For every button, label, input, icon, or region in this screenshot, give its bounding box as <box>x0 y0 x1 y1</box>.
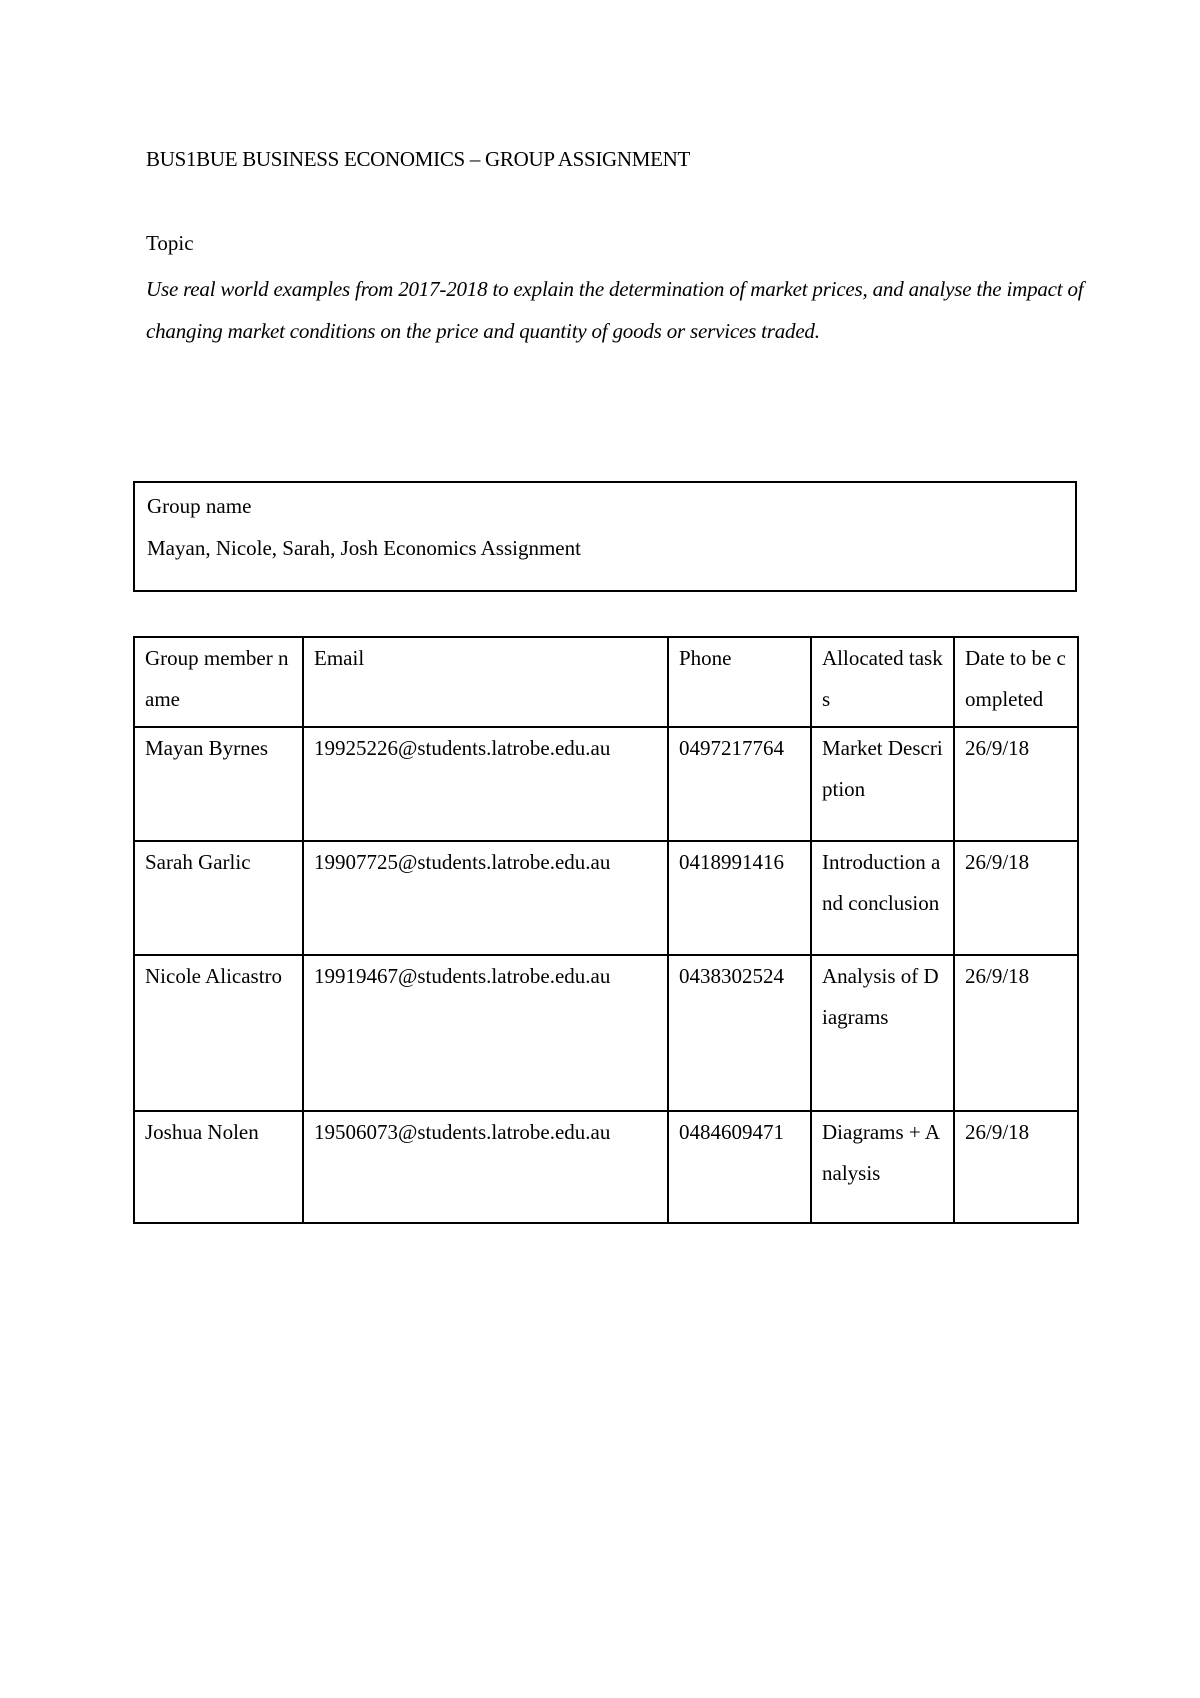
member-date-cell: 26/9/18 <box>954 955 1078 1111</box>
member-task-cell: Analysis of Diagrams <box>811 955 954 1111</box>
member-email-cell: 19925226@students.latrobe.edu.au <box>303 727 668 841</box>
member-email-cell: 19506073@students.latrobe.edu.au <box>303 1111 668 1223</box>
group-name-label: Group name <box>147 494 252 518</box>
member-name-cell: Nicole Alicastro <box>134 955 303 1111</box>
table-row <box>134 727 1078 841</box>
member-name-cell: Mayan Byrnes <box>134 727 303 841</box>
member-phone-cell: 0484609471 <box>668 1111 811 1223</box>
topic-label: Topic <box>146 231 194 255</box>
table-row <box>134 841 1078 955</box>
table-row <box>134 955 1078 1111</box>
member-task-cell: Diagrams + Analysis <box>811 1111 954 1223</box>
member-phone-cell: 0418991416 <box>668 841 811 955</box>
group-members-table <box>133 636 1079 1224</box>
member-email-cell: 19919467@students.latrobe.edu.au <box>303 955 668 1111</box>
header-cell-name: Group member name <box>134 637 303 727</box>
group-name-box <box>133 481 1077 592</box>
header-cell-email: Email <box>303 637 668 727</box>
member-task-cell: Market Description <box>811 727 954 841</box>
member-name-cell: Joshua Nolen <box>134 1111 303 1223</box>
header-cell-phone: Phone <box>668 637 811 727</box>
member-name-cell: Sarah Garlic <box>134 841 303 955</box>
document-heading: BUS1BUE BUSINESS ECONOMICS – GROUP ASSIGNMENT <box>146 147 691 171</box>
group-name-value: Mayan, Nicole, Sarah, Josh Economics Assignment <box>147 536 581 560</box>
header-cell-date: Date to be completed <box>954 637 1078 727</box>
member-phone-cell: 0438302524 <box>668 955 811 1111</box>
topic-text: Use real world examples from 2017-2018 to explain the determination of market prices, and analyse the impact of changing market conditions on the price and quantity of goods or services traded. <box>146 277 1084 343</box>
table-row <box>134 1111 1078 1223</box>
header-cell-tasks: Allocated tasks <box>811 637 954 727</box>
member-phone-cell: 0497217764 <box>668 727 811 841</box>
member-date-cell: 26/9/18 <box>954 727 1078 841</box>
member-date-cell: 26/9/18 <box>954 841 1078 955</box>
table-header-row <box>134 637 1078 727</box>
member-email-cell: 19907725@students.latrobe.edu.au <box>303 841 668 955</box>
member-date-cell: 26/9/18 <box>954 1111 1078 1223</box>
member-task-cell: Introduction and conclusion <box>811 841 954 955</box>
